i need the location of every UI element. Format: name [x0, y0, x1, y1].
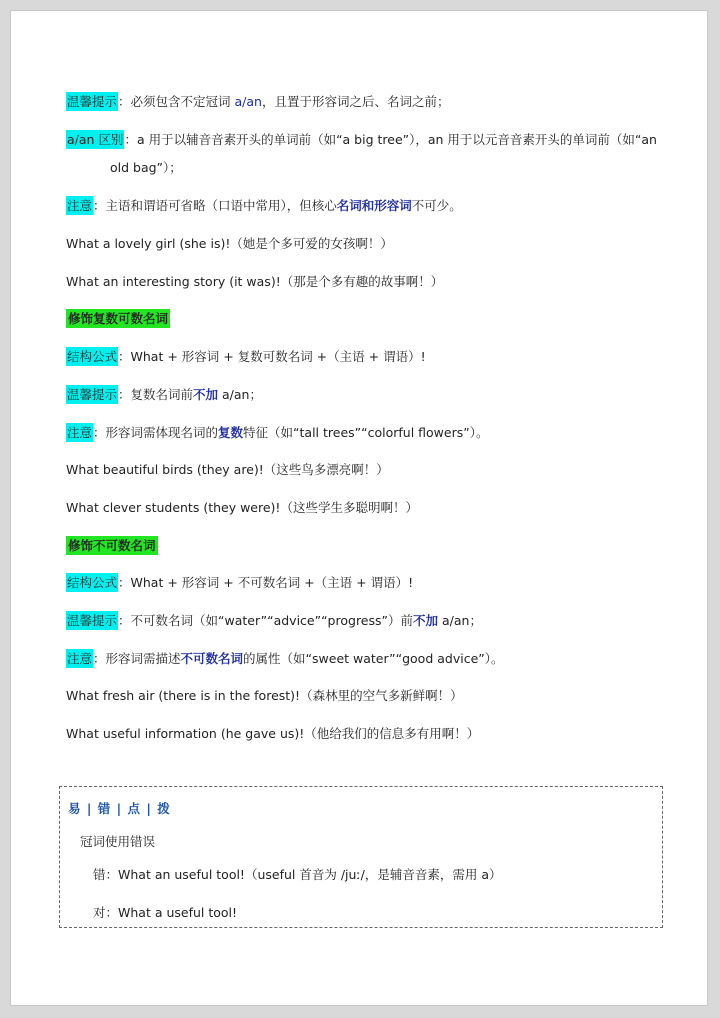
- mistake-box-title: 易 | 错 | 点 | 拨: [68, 801, 171, 816]
- formula-text: ：What + 形容词 + 复数可数名词 +（主语 + 谓语）!: [118, 349, 426, 364]
- formula-label: 结构公式: [67, 575, 118, 590]
- correct-example: 对：What a useful tool!: [93, 905, 238, 920]
- document-page: [10, 10, 708, 1006]
- formula-text: ：What + 形容词 + 不可数名词 +（主语 + 谓语）!: [118, 575, 414, 590]
- heading-label: 修饰复数可数名词: [68, 311, 169, 326]
- note-text-end: 的属性（如“sweet water”“good advice”）。: [243, 651, 504, 666]
- tip-label: 温馨提示: [67, 613, 118, 628]
- tip-emphasis: 不加: [413, 613, 439, 628]
- formula-line-2: [66, 574, 413, 592]
- difference-line: [66, 131, 657, 149]
- wrong-example: 错：What an useful tool!（useful 首音为 /juː/，是辅音音素，需用 a）: [93, 867, 502, 882]
- tip-text-end: a/an；: [438, 613, 482, 628]
- note-text: ：主语和谓语可省略（口语中常用），但核心: [93, 198, 337, 213]
- heading-label: 修饰不可数名词: [68, 538, 156, 553]
- difference-label: a/an 区别: [67, 132, 124, 147]
- example-2: What an interesting story (it was)!（那是个多有趣的故事啊！）: [66, 274, 444, 289]
- note-text-end: 不可少。: [411, 198, 462, 213]
- section-heading-uncountable: [66, 537, 158, 555]
- example-4: What clever students (they were)!（这些学生多聪明啊！）: [66, 500, 418, 515]
- note-label: 注意: [67, 198, 93, 213]
- mistake-subtitle: 冠词使用错误: [80, 834, 156, 849]
- example-1: What a lovely girl (she is)!（她是个多可爱的女孩啊！）: [66, 236, 393, 251]
- tip-emphasis: 不加: [193, 387, 219, 402]
- tip-label: 温馨提示: [67, 94, 118, 109]
- tip-label: 温馨提示: [67, 387, 118, 402]
- note-emphasis: 复数: [218, 425, 244, 440]
- note-label: 注意: [67, 651, 93, 666]
- note-emphasis: 名词和形容词: [336, 198, 412, 213]
- note-text: ：形容词需体现名词的: [93, 425, 219, 440]
- example-3: What beautiful birds (they are)!（这些鸟多漂亮啊！）: [66, 462, 389, 477]
- note-text-end: 特征（如“tall trees”“colorful flowers”）。: [243, 425, 489, 440]
- difference-text: ：a 用于以辅音音素开头的单词前（如“a big tree”），an 用于以元音音素开头的单词前（如“an: [124, 132, 657, 147]
- note-label: 注意: [67, 425, 93, 440]
- note-line-3: [66, 650, 504, 668]
- section-heading-plural: [66, 310, 170, 328]
- example-6: What useful information (he gave us)!（他给我们的信息多有用啊！）: [66, 726, 480, 741]
- example-5: What fresh air (there is in the forest)!（森林里的空气多新鲜啊！）: [66, 688, 463, 703]
- tip-text: ：必须包含不定冠词: [118, 94, 235, 109]
- article-term: a/an: [234, 94, 262, 109]
- tip-text: ：复数名词前: [118, 387, 194, 402]
- tip-text-end: a/an；: [218, 387, 262, 402]
- formula-line-1: [66, 348, 426, 366]
- tip-text: ：不可数名词（如“water”“advice”“progress”）前: [118, 613, 413, 628]
- tip-line-1: [66, 93, 449, 111]
- tip-line-2: [66, 386, 262, 404]
- tip-text-end: ，且置于形容词之后、名词之前；: [261, 94, 450, 109]
- tip-line-3: [66, 612, 482, 630]
- formula-label: 结构公式: [67, 349, 118, 364]
- common-mistake-box: [59, 786, 663, 928]
- note-emphasis: 不可数名词: [180, 651, 244, 666]
- difference-line-cont: old bag”）；: [110, 160, 182, 175]
- note-text: ：形容词需描述: [93, 651, 181, 666]
- note-line-2: [66, 424, 488, 442]
- note-line-1: [66, 197, 462, 215]
